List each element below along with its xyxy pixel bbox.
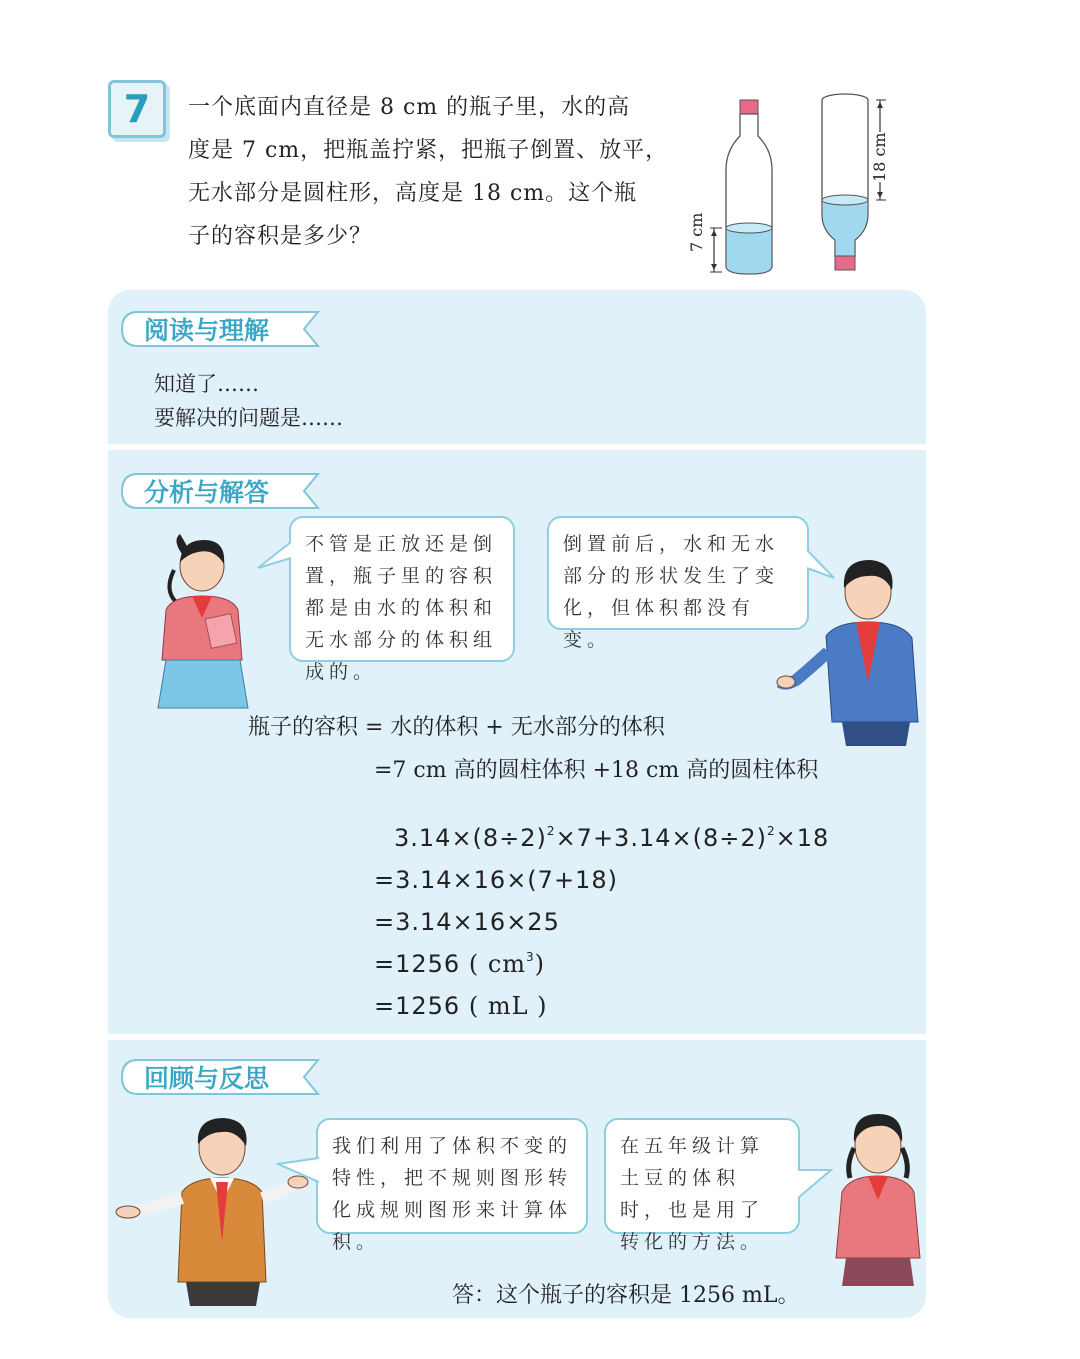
- girl-speech-text: 不管是正放还是倒置，瓶子里的容积都是由水的体积和无水部分的体积组成的。: [305, 533, 498, 683]
- reading-line-known: 知道了……: [154, 372, 259, 396]
- review-boy-speech-text: 我们利用了体积不变的特性，把不规则图形转化成规则图形来计算体积。: [332, 1135, 573, 1253]
- calc-line-1-part-c: ×7+3.14×(8÷2): [555, 824, 767, 852]
- calc-line-4-unit: ( cm: [468, 950, 527, 978]
- calc-line-1-exp-2: 2: [766, 824, 776, 838]
- calc-line-1-part-a: 3.14×(8÷2): [394, 824, 547, 852]
- boy-speech-bubble: [547, 516, 809, 651]
- equation-line-1: 瓶子的容积 = 水的体积 + 无水部分的体积: [248, 715, 665, 740]
- problem-number: 7: [108, 80, 166, 138]
- boy-vest-illustration: [112, 1112, 312, 1308]
- bottle-illustration: [680, 88, 910, 283]
- section-title-analysis: 分析与解答: [144, 478, 270, 507]
- calc-line-5-unit: ( mL ): [468, 992, 548, 1020]
- problem-text-line-1: 一个底面内直径是 8 cm 的瓶子里，水的高: [188, 95, 631, 120]
- girl-speech-bubble: [289, 516, 515, 683]
- review-boy-bubble-tail: [276, 1156, 320, 1186]
- calc-line-1-part-e: ×18: [775, 824, 830, 852]
- problem-text-line-2: 度是 7 cm，把瓶盖拧紧，把瓶子倒置、放平，: [188, 138, 669, 163]
- problem-text-line-3: 无水部分是圆柱形，高度是 18 cm。这个瓶: [188, 181, 638, 206]
- calc-line-4-exp: 3: [526, 950, 535, 964]
- calc-line-4-value: =1256: [374, 950, 461, 978]
- boy-student-illustration: [776, 552, 926, 748]
- reading-line-question: 要解决的问题是……: [154, 406, 343, 430]
- calc-line-2: =3.14×16×(7+18): [374, 866, 618, 894]
- section-title-review: 回顾与反思: [144, 1064, 270, 1093]
- section-tag-reading: [120, 310, 316, 348]
- calc-line-1-exp-1: 2: [546, 824, 556, 838]
- calc-line-5: [374, 992, 548, 1020]
- problem-text-line-4: 子的容积是多少？: [188, 224, 373, 249]
- water-height-label: 7 cm: [687, 212, 706, 252]
- upright-bottle-icon: [710, 100, 772, 274]
- section-title-reading: 阅读与理解: [144, 316, 270, 345]
- air-height-label: 18 cm: [870, 132, 889, 182]
- calc-line-3: =3.14×16×25: [374, 908, 560, 936]
- calc-line-5-value: =1256: [374, 992, 461, 1020]
- calc-line-1: [394, 824, 829, 852]
- girl-braids-illustration: [830, 1108, 926, 1288]
- review-girl-speech-text: 在五年级计算土豆的体积时，也是用了转化的方法。: [620, 1135, 765, 1253]
- girl-student-illustration: [152, 530, 252, 720]
- calc-line-4: [374, 950, 545, 978]
- boy-speech-text: 倒置前后，水和无水部分的形状发生了变化，但体积都没有变。: [563, 533, 780, 651]
- review-girl-speech-bubble: [604, 1118, 800, 1253]
- section-tag-analysis: [120, 472, 316, 510]
- equation-line-2: =7 cm 高的圆柱体积 +18 cm 高的圆柱体积: [374, 758, 819, 783]
- inverted-bottle-icon: [822, 94, 886, 270]
- calc-line-4-close: ): [534, 950, 546, 978]
- final-answer: 答：这个瓶子的容积是 1256 mL。: [452, 1283, 800, 1308]
- girl-bubble-tail: [256, 540, 292, 570]
- section-tag-review: [120, 1058, 316, 1096]
- review-girl-bubble-tail: [797, 1168, 833, 1202]
- review-boy-speech-bubble: [316, 1118, 588, 1253]
